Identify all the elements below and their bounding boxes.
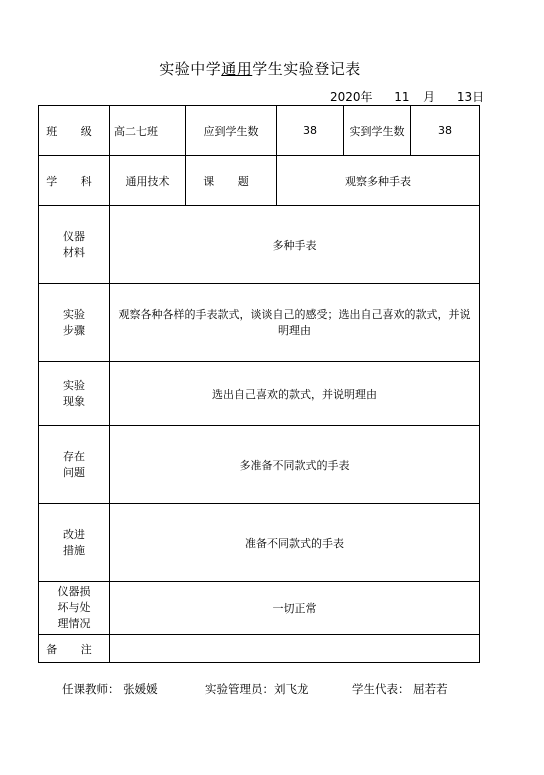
class-value: 高二七班 (110, 106, 186, 156)
row-subject-info (39, 156, 480, 206)
row-improvement (39, 504, 480, 582)
page-title (0, 58, 520, 79)
materials-label: 仪器 材料 (39, 206, 110, 284)
registration-table (38, 105, 480, 663)
expected-students-value: 38 (277, 106, 344, 156)
remarks-value (110, 635, 480, 663)
teacher-signature: 任课教师： 张媛媛 (62, 682, 158, 696)
date-year: 2020年 (330, 90, 373, 104)
class-label: 班 级 (39, 106, 110, 156)
title-underlined: 通用 (221, 60, 253, 78)
date-day: 13日 (456, 90, 485, 104)
steps-label: 实验 步骤 (39, 284, 110, 362)
improvement-label: 改进 措施 (39, 504, 110, 582)
steps-value: 观察各种各样的手表款式，谈谈自己的感受；选出自己喜欢的款式，并说明理由 (110, 284, 480, 362)
phenomenon-label: 实验 现象 (39, 362, 110, 426)
damage-value: 一切正常 (110, 582, 480, 635)
subject-label: 学 科 (39, 156, 110, 206)
row-damage (39, 582, 480, 635)
remarks-label: 备 注 (39, 635, 110, 663)
topic-label: 课 题 (186, 156, 277, 206)
phenomenon-value: 选出自己喜欢的款式，并说明理由 (110, 362, 480, 426)
row-phenomenon (39, 362, 480, 426)
row-problems (39, 426, 480, 504)
row-steps (39, 284, 480, 362)
row-materials (39, 206, 480, 284)
damage-label: 仪器损 坏与处 理情况 (39, 582, 110, 635)
problems-value: 多准备不同款式的手表 (110, 426, 480, 504)
date-month-num: 11 (394, 90, 410, 104)
improvement-value: 准备不同款式的手表 (110, 504, 480, 582)
student-signature: 学生代表： 屈若若 (352, 682, 448, 696)
subject-value: 通用技术 (110, 156, 186, 206)
expected-students-label: 应到学生数 (186, 106, 277, 156)
row-class-info (39, 106, 480, 156)
manager-signature: 实验管理员：刘飞龙 (205, 682, 309, 696)
topic-value: 观察多种手表 (277, 156, 480, 206)
problems-label: 存在 问题 (39, 426, 110, 504)
title-school: 实验中学 (159, 60, 222, 78)
materials-value: 多种手表 (110, 206, 480, 284)
actual-students-label: 实到学生数 (344, 106, 411, 156)
actual-students-value: 38 (411, 106, 480, 156)
date-line (330, 88, 485, 105)
row-remarks (39, 635, 480, 663)
title-rest: 学生实验登记表 (252, 60, 361, 78)
date-month-unit: 月 (423, 90, 436, 104)
